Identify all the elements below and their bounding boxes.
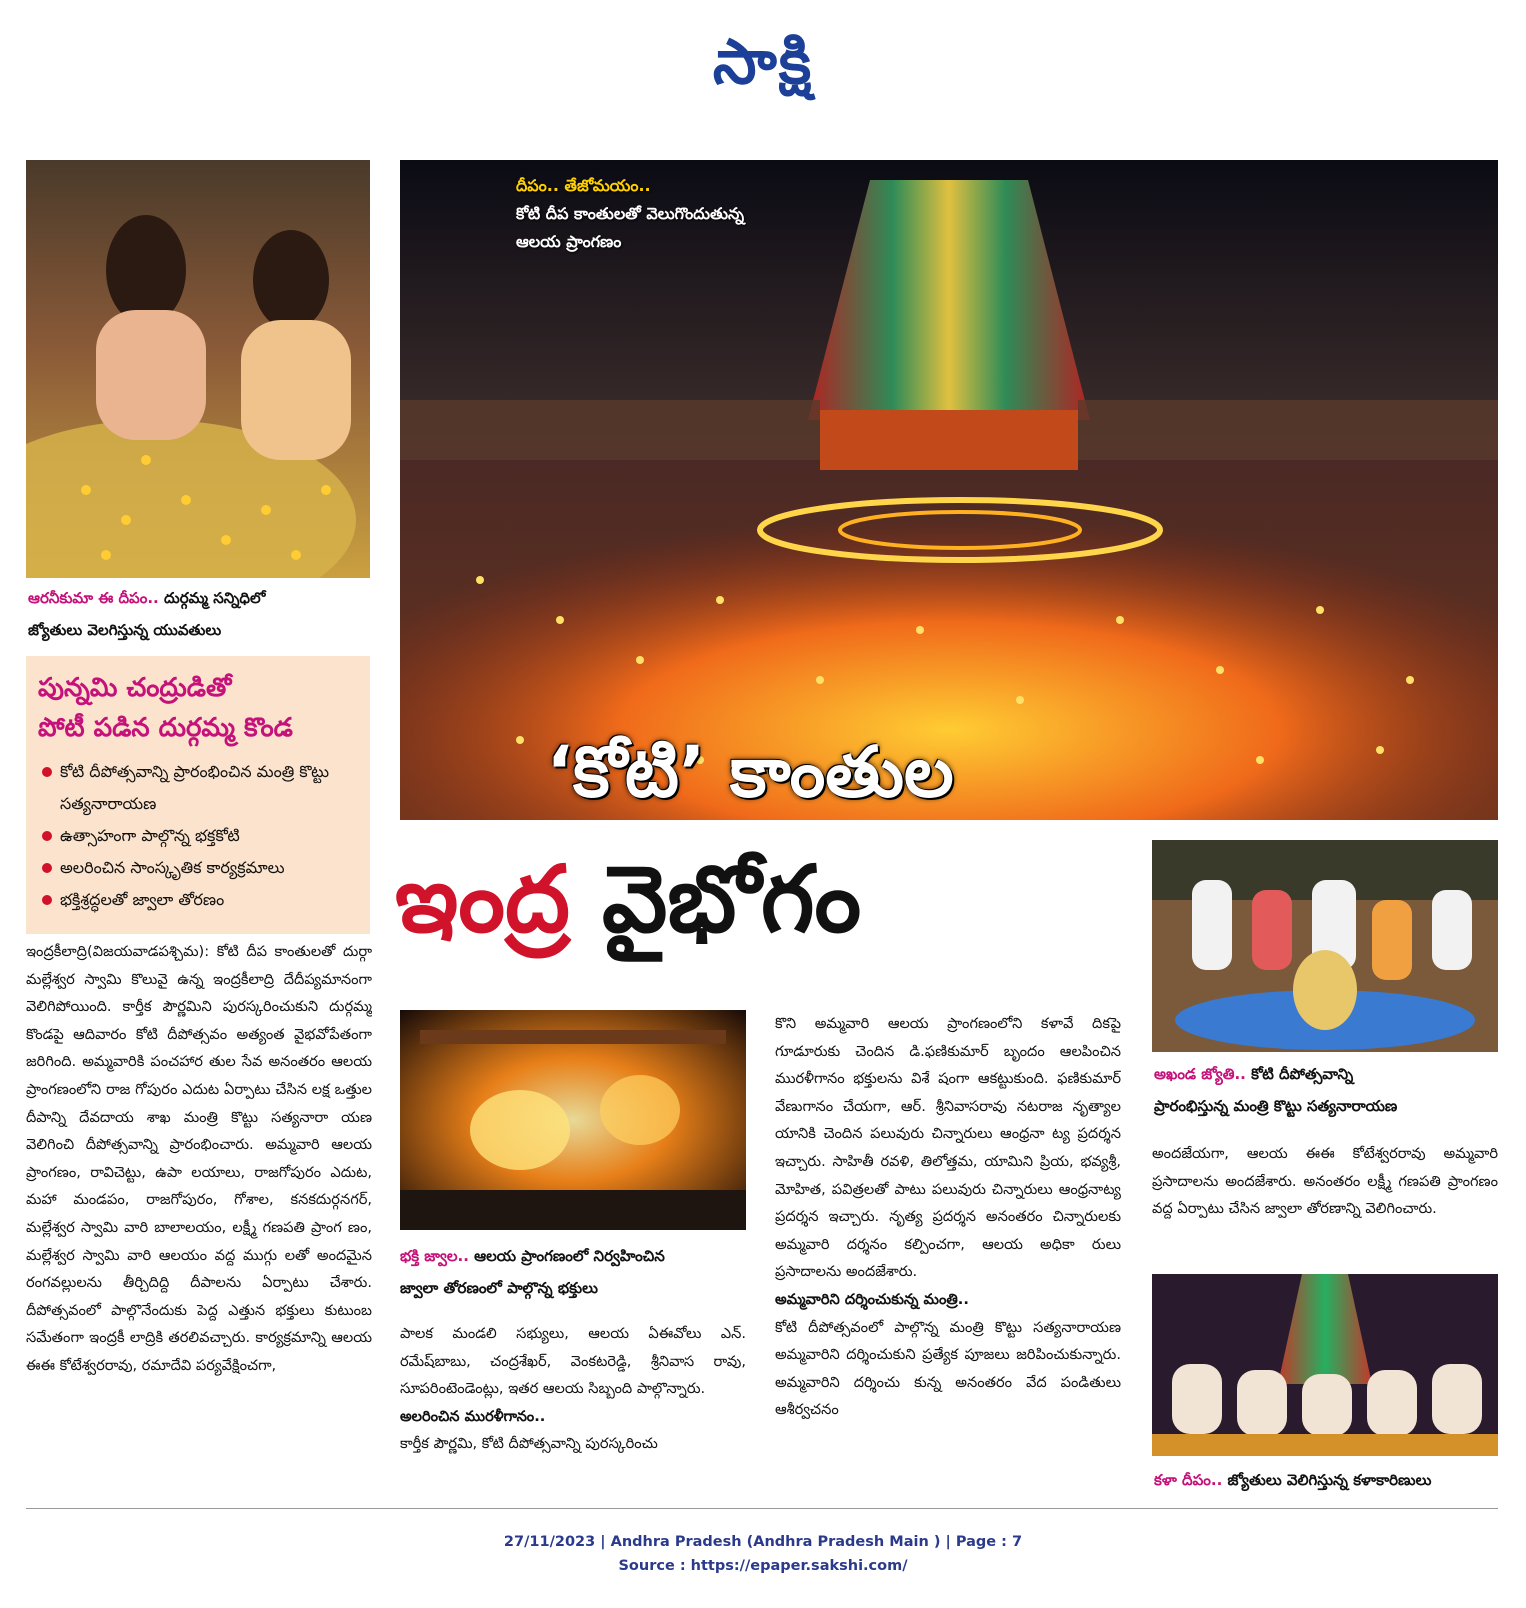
main-photo-caption	[516, 172, 836, 282]
highlight-item: అలరించిన సాంస్కృతిక కార్యక్రమాలు	[38, 852, 360, 884]
right-bottom-photo	[1152, 1274, 1498, 1456]
highlight-item: ఉత్సాహంగా పాల్గొన్న భక్తకోటి	[38, 820, 360, 852]
caption-lead: ఆరనీకుమా ఈ దీపం..	[28, 589, 159, 607]
middle-photo	[400, 1010, 746, 1230]
caption-text: కోటి దీపోత్సవాన్ని	[1245, 1065, 1354, 1083]
footer-source: Source : https://epaper.sakshi.com/	[618, 1558, 908, 1574]
article-text: కొని అమ్మవారి ఆలయ ప్రాంగణంలోని కళావే దికపై గూడూరుకు చెందిన డి.ఫణికుమార్ బృందం ఆలపించిన మురళీగానం భక్తులను విశే షంగా ఆకట్టుకుంది. ఫణికుమార్ వేణుగానం చేయగా, ఆర్. శ్రీనివాసరావు నటరాజ నృత్యాల యానికి చెందిన పలువురు చిన్నారులు ఆంధ్రనా ట్య ప్రదర్శన ఇచ్చారు. సాహితీ రవళి, తిలోత్తమ, యామిని ప్రియ, భవ్యశ్రీ, మోహిత, పవిత్రలతో పాటు పలువురు చిన్నారులు ఆంధ్రనాట్య ప్రదర్శన ఇచ్చారు. నృత్య ప్రదర్శన అనంతరం చిన్నారులకు అమ్మవారి దర్శనం కల్పించగా, ఆలయ అధికా రులు ప్రసాదాలను అందజేశారు.	[775, 1015, 1121, 1281]
caption-text: జ్యోతులు వెలగిస్తున్న యువతులు	[28, 621, 222, 639]
article-text: పాలక మండలి సభ్యులు, ఆలయ ఏఈవోలు ఎన్. రమేష్‌బాబు, చంద్రశేఖర్, వెంకటరెడ్డి, శ్రీనివాస రావు, సూపరింటెండెంట్లు, ఇతర ఆలయ సిబ్బంది పాల్గొన్నారు.	[400, 1325, 746, 1398]
article-text: కార్తీక పౌర్ణమి, కోటి దీపోత్సవాన్ని పురస్కరించు	[400, 1435, 658, 1453]
right-bottom-photo-caption	[1154, 1464, 1500, 1496]
caption-text: ఆలయ ప్రాంగణంలో నిర్వహించిన	[468, 1247, 665, 1265]
headline-word-black: వైభోగం	[602, 846, 862, 953]
highlights-list	[38, 756, 360, 916]
caption-text: జ్వాలా తోరణంలో పాల్గొన్న భక్తులు	[400, 1279, 598, 1297]
article-text: ఇంద్రకీలాద్రి(విజయవాడపశ్చిమ): కోటి దీప కాంతులతో దుర్గా మల్లేశ్వర స్వామి కొలువై ఉన్న ఇంద్రకీలాద్రి దేదీప్యమానంగా వెలిగిపోయింది. కార్తీక పౌర్ణమిని పురస్కరించుకుని దుర్గమ్మ కొండపై ఆదివారం కోటి దీపోత్సవం అత్యంత వైభవోపేతంగా జరిగింది. అమ్మవారికి పంచహార తుల సేవ అనంతరం ఆలయ ప్రాంగణంలోని రాజ గోపురం ఎదుట ఏర్పాటు చేసిన లక్ష ఒత్తుల దీపాన్ని దేవదాయ శాఖ మంత్రి కొట్టు సత్యనారా యణ వెలిగించి దీపోత్సవాన్ని ప్రారంభించారు. అమ్మవారి ఆలయ ప్రాంగణం, రావిచెట్టు, ఉపా లయాలు, రాజగోపురం ఎదుట, మహా మండపం, రాజగోపురం, గోశాల, కనకదుర్గనగర్, మల్లేశ్వర స్వామి వారి బాలాలయం, లక్ష్మీ గణపతి ప్రాంగ ణం, మల్లేశ్వర స్వామి వారి ఆలయం వద్ద ముగ్గు లతో అందమైన రంగవల్లులను తీర్చిదిద్ది దీపాలను ఏర్పాటు చేశారు. దీపోత్సవంలో పాల్గొనేందుకు పెద్ద ఎత్తున భక్తులు కుటుంబ సమేతంగా ఇంద్రకీ లాద్రికి తరలివచ్చారు. కార్యక్రమాన్ని ఆలయ ఈఈ కోటేశ్వరరావు, రమాదేవి పర్యవేక్షించగా,	[26, 943, 372, 1374]
caption-text: జ్యోతులు వెలిగిస్తున్న కళాకారిణులు	[1222, 1471, 1432, 1489]
right-top-photo	[1152, 840, 1498, 1052]
headline-word-red: ఇంద్ర	[395, 846, 570, 953]
caption-lead: అఖండ జ్యోతి..	[1154, 1065, 1246, 1083]
right-top-photo-caption	[1154, 1058, 1500, 1124]
article-subhead: అలరించిన మురళీగానం..	[400, 1407, 546, 1425]
highlight-item: కోటి దీపోత్సవాన్ని ప్రారంభించిన మంత్రి కొట్టు సత్యనారాయణ	[38, 756, 360, 820]
footer-divider	[26, 1508, 1498, 1509]
caption-text: ఆలయ ప్రాంగణం	[516, 232, 622, 251]
article-column-1	[26, 938, 372, 1488]
headline-overlay: ‘కోటి’ కాంతుల	[546, 731, 954, 813]
caption-lead: భక్తి జ్వాల..	[400, 1247, 469, 1265]
caption-lead: దీపం.. తేజోమయం..	[516, 176, 651, 195]
highlights-title	[38, 668, 360, 748]
article-text: అందజేయగా, ఆలయ ఈఈ కోటేశ్వరరావు అమ్మవారి ప్రసాదాలను అందజేశారు. అనంతరం లక్ష్మీ గణపతి ప్రాంగణం వద్ద ఏర్పాటు చేసిన జ్వాలా తోరణాన్ని వెలిగించారు.	[1152, 1145, 1498, 1218]
footer-info: 27/11/2023 | Andhra Pradesh (Andhra Pradesh Main ) | Page : 7	[503, 1534, 1023, 1550]
caption-text: ప్రారంభిస్తున్న మంత్రి కొట్టు సత్యనారాయణ	[1154, 1097, 1398, 1115]
highlights-box	[26, 656, 370, 934]
caption-text: దుర్గమ్మ సన్నిధిలో	[158, 589, 266, 607]
article-subhead: అమ్మవారిని దర్శించుకున్న మంత్రి..	[775, 1290, 969, 1308]
caption-text: కోటి దీప కాంతులతో వెలుగొందుతున్న	[516, 204, 744, 223]
middle-photo-caption	[400, 1240, 746, 1306]
article-column-2	[400, 1320, 746, 1488]
masthead-logo: సాక్షి	[712, 25, 814, 98]
article-column-3	[775, 1010, 1121, 1488]
top-left-photo	[26, 160, 370, 578]
main-headline	[395, 840, 1135, 960]
article-column-4	[1152, 1140, 1498, 1260]
caption-lead: కళా దీపం..	[1154, 1471, 1223, 1489]
article-text: కోటి దీపోత్సవంలో పాల్గొన్న మంత్రి కొట్టు సత్యనారాయణ అమ్మవారిని దర్శించుకుని ప్రత్యేక పూజలు జరిపించుకున్నారు. అమ్మవారిని దర్శించు కున్న అనంతరం వేద పండితులు ఆశీర్వచనం	[775, 1318, 1121, 1419]
highlight-item: భక్తిశ్రద్ధలతో జ్వాలా తోరణం	[38, 884, 360, 916]
top-left-photo-caption	[28, 582, 372, 648]
highlights-title-line: పోటీ పడిన దుర్గమ్మ కొండ	[38, 713, 293, 743]
highlights-title-line: పున్నమి చంద్రుడితో	[38, 673, 232, 703]
